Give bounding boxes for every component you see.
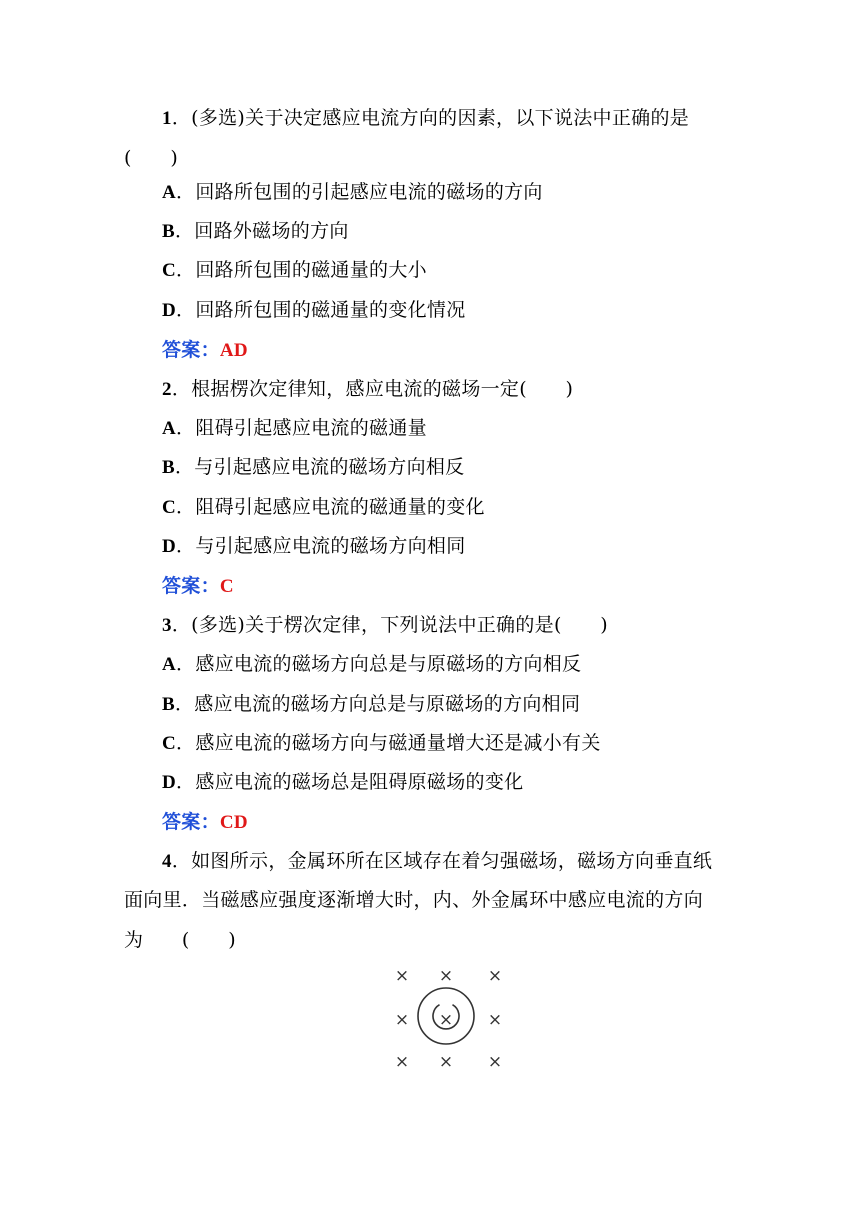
question-2-stem: 2．根据楞次定律知，感应电流的磁场一定( ) (162, 378, 574, 400)
field-into-page-mark: × (394, 1010, 410, 1030)
question-1-stem-line-1: 1．(多选)关于决定感应电流方向的因素，以下说法中正确的是 (162, 107, 690, 129)
question-1-option-b: B．回路外磁场的方向 (162, 220, 349, 242)
question-1-answer: 答案：AD (162, 339, 248, 361)
field-into-page-mark: × (487, 1052, 503, 1072)
question-4-stem-line-1: 4．如图所示，金属环所在区域存在着匀强磁场，磁场方向垂直纸 (162, 850, 713, 872)
question-3-stem: 3．(多选)关于楞次定律，下列说法中正确的是( ) (162, 614, 608, 636)
question-number: 4 (162, 851, 172, 872)
question-2-option-c: C．阻碍引起感应电流的磁通量的变化 (162, 496, 485, 518)
question-number: 3 (162, 615, 172, 636)
question-4-stem-line-3: 为 ( ) (124, 929, 236, 951)
question-2-option-d: D．与引起感应电流的磁场方向相同 (162, 535, 466, 557)
question-3-option-c: C．感应电流的磁场方向与磁通量增大还是减小有关 (162, 732, 601, 754)
magnetic-field-rings-figure (380, 958, 520, 1074)
question-2-answer: 答案：C (162, 575, 234, 597)
question-1-option-d: D．回路所包围的磁通量的变化情况 (162, 299, 466, 321)
field-into-page-mark: × (438, 966, 454, 986)
field-into-page-mark: × (394, 1052, 410, 1072)
question-3-option-d: D．感应电流的磁场总是阻碍原磁场的变化 (162, 771, 524, 793)
field-into-page-mark: × (487, 1010, 503, 1030)
question-4-stem-line-2: 面向里．当磁感应强度逐渐增大时，内、外金属环中感应电流的方向 (124, 889, 704, 911)
question-3-option-b: B．感应电流的磁场方向总是与原磁场的方向相同 (162, 693, 581, 715)
question-1-option-a: A．回路所包围的引起感应电流的磁场的方向 (162, 181, 543, 203)
field-into-page-mark: × (438, 1010, 454, 1030)
question-3-answer: 答案：CD (162, 811, 248, 833)
field-into-page-mark: × (438, 1052, 454, 1072)
question-2-option-b: B．与引起感应电流的磁场方向相反 (162, 456, 465, 478)
question-number: 1 (162, 108, 172, 129)
question-1-option-c: C．回路所包围的磁通量的大小 (162, 259, 427, 281)
field-into-page-mark: × (487, 966, 503, 986)
question-3-option-a: A．感应电流的磁场方向总是与原磁场的方向相反 (162, 653, 582, 675)
question-number: 2 (162, 379, 172, 400)
field-into-page-mark: × (394, 966, 410, 986)
question-2-option-a: A．阻碍引起感应电流的磁通量 (162, 417, 427, 439)
question-1-stem-line-2: ( ) (124, 147, 179, 169)
